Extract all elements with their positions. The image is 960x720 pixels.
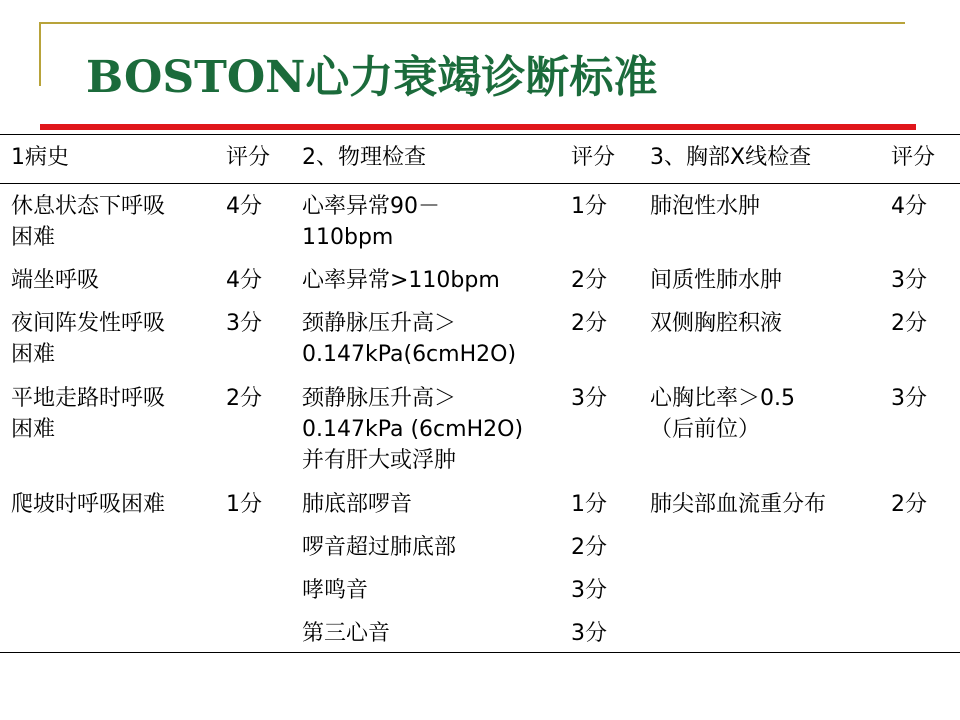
physical-item: 心率异常>110bpm <box>302 268 500 293</box>
physical-score: 2分 <box>571 535 607 560</box>
table-top-border <box>0 134 960 135</box>
history-score: 1分 <box>226 492 262 517</box>
xray-item: 肺尖部血流重分布 <box>650 492 827 517</box>
decorative-vertical-line <box>39 22 41 86</box>
physical-score: 1分 <box>571 194 607 219</box>
physical-score: 3分 <box>571 386 607 411</box>
physical-item: 哮鸣音 <box>302 578 369 603</box>
history-score: 2分 <box>226 386 262 411</box>
table-bottom-border <box>0 652 960 653</box>
history-item: 端坐呼吸 <box>11 268 100 293</box>
xray-score: 4分 <box>891 194 927 219</box>
physical-score: 1分 <box>571 492 607 517</box>
history-item: 平地走路时呼吸 困难 <box>11 386 166 442</box>
physical-item: 肺底部啰音 <box>302 492 413 517</box>
physical-item: 颈静脉压升高＞ 0.147kPa(6cmH2O) <box>302 311 517 367</box>
header-history: 1病史 <box>11 145 69 170</box>
title-underline-bar <box>40 124 916 130</box>
history-score: 3分 <box>226 311 262 336</box>
header-xray: 3、胸部X线检查 <box>650 145 812 170</box>
table-header-border <box>0 183 960 184</box>
slide-title: BOSTON心力衰竭诊断标准 <box>86 52 658 103</box>
history-score: 4分 <box>226 268 262 293</box>
header-physical: 2、物理检查 <box>302 145 426 170</box>
header-physical-score: 评分 <box>571 145 616 170</box>
xray-item: 间质性肺水肿 <box>650 268 783 293</box>
history-item: 休息状态下呼吸 困难 <box>11 194 166 250</box>
xray-item: 肺泡性水肿 <box>650 194 761 219</box>
header-xray-score: 评分 <box>891 145 936 170</box>
xray-score: 2分 <box>891 311 927 336</box>
physical-item: 心率异常90－ 110bpm <box>302 194 440 250</box>
xray-score: 3分 <box>891 268 927 293</box>
header-history-score: 评分 <box>226 145 271 170</box>
xray-score: 3分 <box>891 386 927 411</box>
history-item: 夜间阵发性呼吸 困难 <box>11 311 166 367</box>
xray-score: 2分 <box>891 492 927 517</box>
xray-item: 双侧胸腔积液 <box>650 311 783 336</box>
history-item: 爬坡时呼吸困难 <box>11 492 166 517</box>
xray-item: 心胸比率＞0.5 （后前位） <box>650 386 795 442</box>
decorative-horizontal-line <box>39 22 905 24</box>
physical-score: 2分 <box>571 268 607 293</box>
history-score: 4分 <box>226 194 262 219</box>
physical-item: 第三心音 <box>302 621 391 646</box>
physical-score: 3分 <box>571 578 607 603</box>
physical-item: 啰音超过肺底部 <box>302 535 457 560</box>
physical-score: 3分 <box>571 621 607 646</box>
physical-item: 颈静脉压升高＞ 0.147kPa (6cmH2O) 并有肝大或浮肿 <box>302 386 524 473</box>
physical-score: 2分 <box>571 311 607 336</box>
